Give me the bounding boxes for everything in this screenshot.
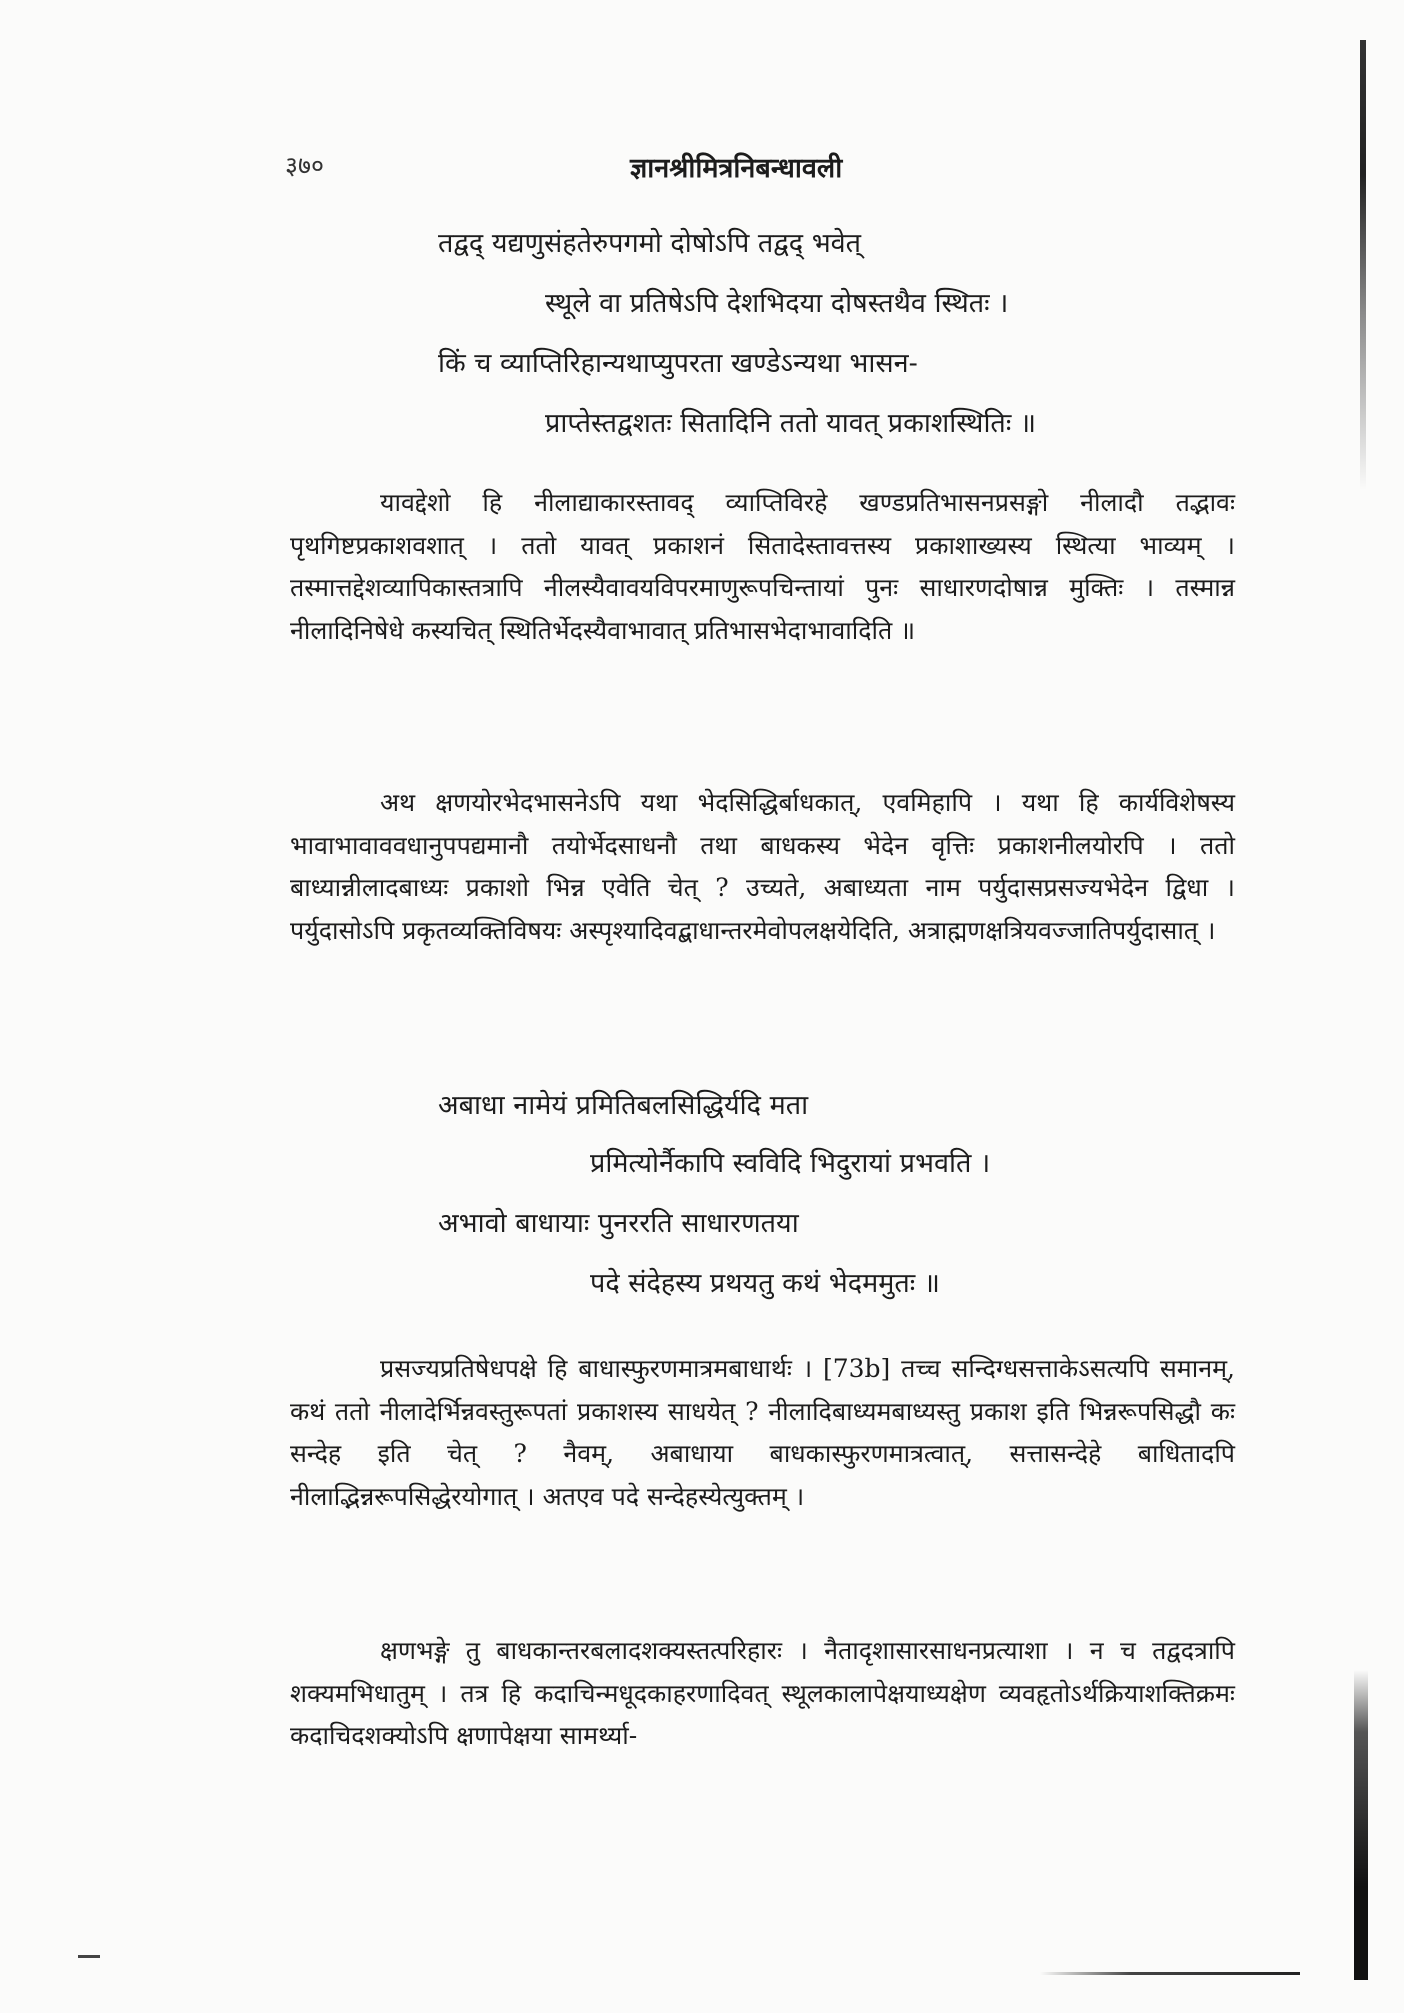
paragraph: प्रसज्यप्रतिषेधपक्षे हि बाधास्फुरणमात्रमबाधार्थः । [73b] तच्च सन्दिग्धसत्ताकेऽसत्यपि समानम्, कथं ततो नीलादेर्भिन्नवस्तुरूपतां प्रकाशस्य साधयेत् ? नीलादिबाध्यमबाध्यस्तु प्रकाश इति भिन्नरूपसिद्धौ कः सन्देह इति चेत् ? नैवम्, अबाधाया बाधकास्फुरणमात्रत्वात्, सत्तासन्देहे बाधितादपि नीलाद्भिन्नरूपसिद्धेरयोगात् । अतएव पदे सन्देहस्येत्युक्तम् । bbox=[290, 1354, 1235, 1511]
paragraph: यावद्देशो हि नीलाद्याकारस्तावद् व्याप्तिविरहे खण्डप्रतिभासनप्रसङ्गो नीलादौ तद्भावः पृथगिष्टप्रकाशवशात् । ततो यावत् प्रकाशनं सितादेस्तावत्तस्य प्रकाशाख्यस्य स्थित्या भाव्यम् । तस्मात्तद्देशव्यापिकास्तत्रापि नीलस्यैवावयविपरमाणुरूपचिन्तायां पुनः साधारणदोषान्न मुक्तिः । तस्मान्न नीलादिनिषेधे कस्यचित् स्थितिर्भेदस्यैवाभावात् प्रतिभासभेदाभावादिति ॥ bbox=[290, 488, 1235, 645]
scan-corner-mark bbox=[78, 1955, 100, 1958]
scan-bottom-rule bbox=[1040, 1972, 1300, 1975]
verse-line: अभावो बाधायाः पुनररति साधारणतया bbox=[438, 1208, 799, 1239]
scan-binding-edge bbox=[1360, 40, 1366, 490]
verse-line: किं च व्याप्तिरिहान्यथाप्युपरता खण्डेऽन्यथा भासन- bbox=[438, 348, 918, 379]
paragraph: अथ क्षणयोरभेदभासनेऽपि यथा भेदसिद्धिर्बाधकात्, एवमिहापि । यथा हि कार्यविशेषस्य भावाभावाववधानुपपद्यमानौ तयोर्भेदसाधनौ तथा बाधकस्य भेदेन वृत्तिः प्रकाशनीलयोरपि । ततो बाध्यान्नीलादबाध्यः प्रकाशो भिन्न एवेति चेत् ? उच्यते, अबाध्यता नाम पर्युदासप्रसज्यभेदेन द्विधा । पर्युदासोऽपि प्रकृतव्यक्तिविषयः अस्पृश्यादिवद्बाधान्तरमेवोपलक्षयेदिति, अत्राह्मणक्षत्रियवज्जातिपर्युदासात् । bbox=[290, 788, 1235, 945]
page-number: ३७० bbox=[285, 151, 325, 180]
verse-line: प्राप्तेस्तद्वशतः सितादिनि ततो यावत् प्रकाशस्थितिः ॥ bbox=[545, 408, 1037, 439]
verse-line: स्थूले वा प्रतिषेऽपि देशभिदया दोषस्तथैव स्थितः । bbox=[545, 288, 1009, 319]
running-title: ज्ञानश्रीमित्रनिबन्धावली bbox=[630, 153, 843, 184]
paragraph: क्षणभङ्गे तु बाधकान्तरबलादशक्यस्तत्परिहारः । नैतादृशासारसाधनप्रत्याशा । न च तद्वदत्रापि शक्यमभिधातुम् । तत्र हि कदाचिन्मधूदकाहरणादिवत् स्थूलकालापेक्षयाध्यक्षेण व्यवहृतोऽर्थक्रियाशक्तिक्रमः कदाचिदशक्योऽपि क्षणापेक्षया सामर्थ्या- bbox=[290, 1636, 1235, 1750]
page-header bbox=[285, 148, 1235, 188]
verse-line: अबाधा नामेयं प्रमितिबलसिद्धिर्यदि मता bbox=[438, 1090, 809, 1121]
verse-line: पदे संदेहस्य प्रथयतु कथं भेदममुतः ॥ bbox=[590, 1268, 940, 1299]
verse-line: प्रमित्योर्नैकापि स्वविदि भिदुरायां प्रभवति । bbox=[590, 1148, 991, 1179]
verse-line: तद्वद् यद्यणुसंहतेरुपगमो दोषोऽपि तद्वद् भवेत् bbox=[438, 228, 862, 259]
scan-binding-edge-bottom bbox=[1354, 1670, 1368, 1980]
